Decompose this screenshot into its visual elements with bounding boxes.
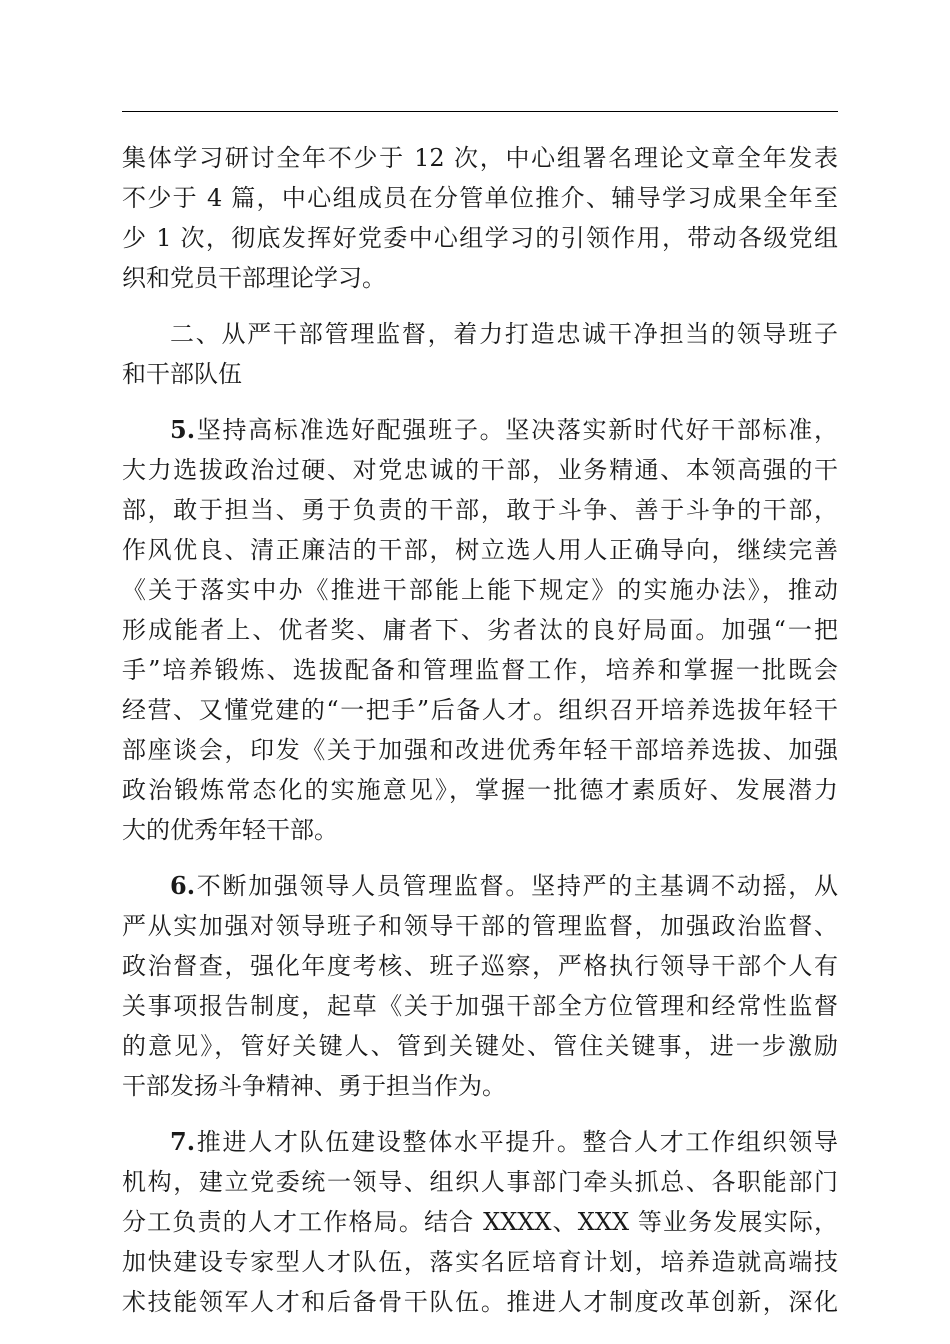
text-line	[122, 410, 838, 450]
text-line: 部，敢于担当、勇于负责的干部，敢于斗争、善于斗争的干部，	[122, 496, 838, 524]
text-line	[122, 866, 838, 906]
text-line: 大的优秀年轻干部。	[122, 816, 338, 844]
text-line: 形成能者上、优者奖、庸者下、劣者汰的良好局面。加强“一把	[122, 616, 838, 644]
text-line: 政治督查，强化年度考核、班子巡察，严格执行领导干部个人有	[122, 952, 838, 980]
text-line: 和干部队伍	[122, 360, 242, 388]
text-line: 加快建设专家型人才队伍，落实名匠培育计划，培养造就高端技	[122, 1248, 838, 1276]
text-line: 经营、又懂党建的“一把手”后备人才。组织召开培养选拔年轻干	[122, 696, 838, 724]
text-line: 手”培养锻炼、选拔配备和管理监督工作，培养和掌握一批既会	[122, 656, 838, 684]
text-line: 术技能领军人才和后备骨干队伍。推进人才制度改革创新，深化	[122, 1288, 838, 1316]
item-number: 6.	[170, 871, 196, 900]
text-line: 少 1 次，彻底发挥好党委中心组学习的引领作用，带动各级党组	[122, 224, 838, 252]
text-line: 大力选拔政治过硬、对党忠诚的干部，业务精通、本领高强的干	[122, 456, 838, 484]
item-number: 7.	[170, 1127, 196, 1156]
text-line: 二、从严干部管理监督，着力打造忠诚干净担当的领导班子	[170, 320, 838, 348]
text-line: 的意见》，管好关键人、管到关键处、管住关键事，进一步激励	[122, 1032, 838, 1060]
document-body	[122, 138, 838, 1322]
text-line: 集体学习研讨全年不少于 12 次，中心组署名理论文章全年发表	[122, 144, 838, 172]
text-line: 作风优良、清正廉洁的干部，树立选人用人正确导向，继续完善	[122, 536, 838, 564]
text-line: 分工负责的人才工作格局。结合 XXXX、XXX 等业务发展实际，	[122, 1208, 838, 1236]
text-line: 不少于 4 篇，中心组成员在分管单位推介、辅导学习成果全年至	[122, 184, 838, 212]
item-number: 5.	[170, 415, 196, 444]
text-line: 严从实加强对领导班子和领导干部的管理监督，加强政治监督、	[122, 912, 838, 940]
section-heading-two	[122, 314, 838, 394]
paragraph-item-7	[122, 1122, 838, 1322]
text-line-body: 坚持高标准选好配强班子。坚决落实新时代好干部标准，	[195, 416, 838, 444]
header-rule	[122, 111, 838, 112]
text-line: 干部发扬斗争精神、勇于担当作为。	[122, 1072, 506, 1100]
text-line: 政治锻炼常态化的实施意见》，掌握一批德才素质好、发展潜力	[122, 776, 838, 804]
text-line	[122, 1122, 838, 1162]
text-line-body: 不断加强领导人员管理监督。坚持严的主基调不动摇，从	[195, 872, 838, 900]
text-line: 机构，建立党委统一领导、组织人事部门牵头抓总、各职能部门	[122, 1168, 838, 1196]
paragraph-study-targets	[122, 138, 838, 298]
text-line: 部座谈会，印发《关于加强和改进优秀年轻干部培养选拔、加强	[122, 736, 838, 764]
paragraph-item-6	[122, 866, 838, 1106]
text-line: 《关于落实中办《推进干部能上能下规定》的实施办法》，推动	[122, 576, 838, 604]
text-line: 织和党员干部理论学习。	[122, 264, 386, 292]
paragraph-item-5	[122, 410, 838, 850]
text-line: 关事项报告制度，起草《关于加强干部全方位管理和经常性监督	[122, 992, 838, 1020]
text-line-body: 推进人才队伍建设整体水平提升。整合人才工作组织领导	[195, 1128, 838, 1156]
